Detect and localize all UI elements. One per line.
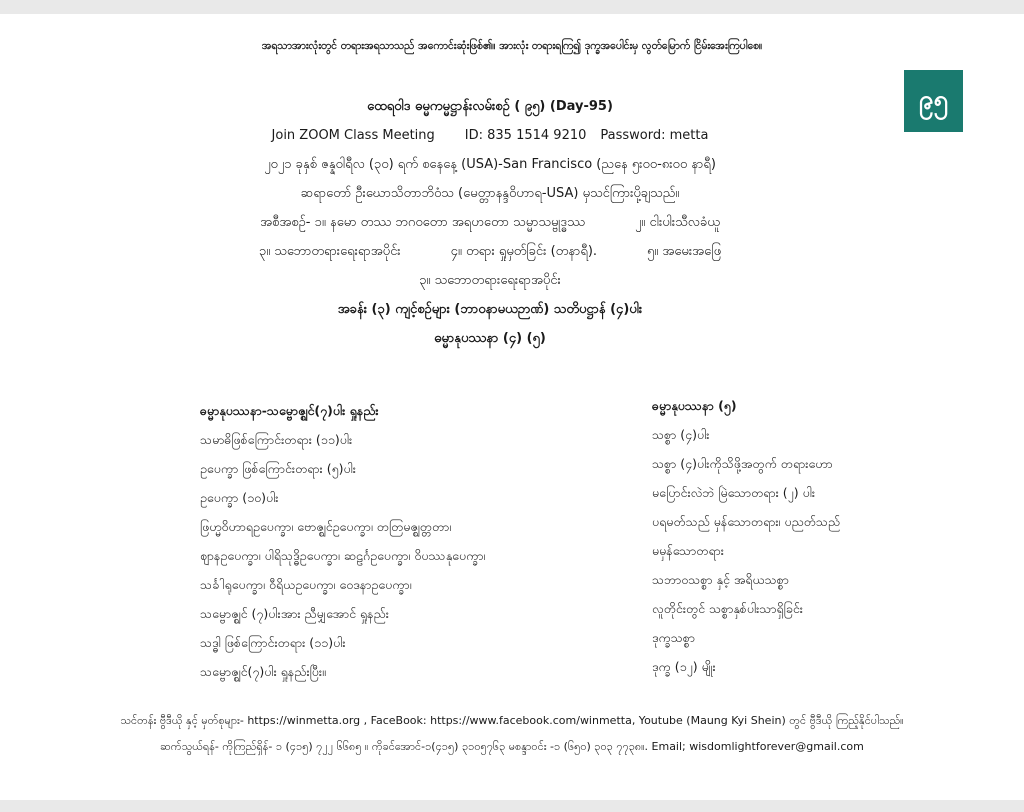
order-line bbox=[150, 208, 830, 237]
list-item: သမ္ဗောဇ္ဈင်(၇)ပါး ရှုနည်းပြီး။ bbox=[200, 664, 326, 679]
footer-links-line: သင်တန်း ဗွီဒီယို နှင့် မှတ်စုများ- https://winmetta.org , FaceBook: https://www.facebook.com/winmetta, Youtube (Maung Kyi Shein) တွင် ဗွီဒီယို ကြည့်နိုင်ပါသည်။ bbox=[120, 714, 904, 727]
list-item: သစ္စာ (၄)ပါးကိုသိဖို့အတွက် တရားဟော bbox=[652, 456, 833, 471]
top-frame-bar bbox=[0, 0, 1024, 14]
list-item: မပြောင်းလဲဘဲ မြဲသောတရား (၂) ပါး bbox=[652, 485, 816, 500]
list-item: ဈာနဥပေက္ခာ၊ ပါရိသုဒ္ဓိဥပေက္ခာ၊ ဆဠင်္ဂဥပေက္ခာ၊ ဝိပဿနုပေက္ခာ၊ bbox=[200, 548, 486, 563]
list-item: ဖြဟ္မဝိဟာရဥပေက္ခာ၊ ဗောဇ္ဈင်ဥပေက္ခာ၊ တတြမဇ္ဈတ္တတာ၊ bbox=[200, 519, 452, 534]
footer-contact-line: ဆက်သွယ်ရန်- ကိုကြည်ရှိန်- ၁ (၄၁၅) ၇၂၂ ၆၆၈၅ ။ ကိုခင်အောင်-၁(၄၁၅) ၃၁၀၅၇၆၃ မစန္ဒာဝင်း -၁ (၆၅၀) ၃၀၃ ၇၇၃၈။. Email; wisdomlightforever@gmail.com bbox=[160, 740, 864, 753]
list-item: သဒ္ဓါ ဖြစ်ကြောင်းတရား (၁၁)ပါး bbox=[200, 635, 346, 650]
zoom-line bbox=[150, 121, 830, 150]
list-item: မမှန်သောတရား bbox=[652, 543, 724, 558]
right-column-heading: ဓမ္မာနုပဿနာ (၅) bbox=[652, 398, 737, 413]
header-block bbox=[150, 92, 830, 353]
teacher-line: ဆရာတော် ဦးဃောသိတာဘိဝံသ (မေတ္တာနန္ဒဝိဟာရ-USA) မှသင်ကြားပို့ချသည်။ bbox=[300, 186, 680, 201]
list-item: ဥပေက္ခာ (၁၀)ပါး bbox=[200, 490, 279, 505]
zoom-id: ID: 835 1514 9210 bbox=[464, 128, 587, 143]
date-line: ၂၀၂၁ ခုနှစ် ဇန္နဝါရီလ (၃၀) ရက် စနေနေ့ (USA)-San Francisco (ညနေ ၅း၀၀-၈း၀၀ နာရီ) bbox=[264, 157, 716, 172]
footer bbox=[0, 708, 1024, 760]
list-item: သမာဓိဖြစ်ကြောင်းတရား (၁၁)ပါး bbox=[200, 432, 353, 447]
list-item: သဘာဝသစ္စာ နှင့် အရိယသစ္စာ bbox=[652, 572, 789, 587]
list-item: ပရမတ်သည် မှန်သောတရား၊ ပညတ်သည် bbox=[652, 514, 841, 529]
order-line-a: အစီအစဉ်- ၁။ နမော တဿ ဘဂဝတော အရဟတော သမ္မာသမ္ဗုဒ္ဓဿ bbox=[260, 215, 586, 230]
chapter-title: အခန်း (၃) ကျင့်စဉ်များ (ဘာဝနာမယဉာဏ်) သတိပဋ္ဌာန် (၄)ပါး bbox=[337, 302, 643, 317]
zoom-label: Join ZOOM Class Meeting bbox=[271, 128, 435, 143]
right-column bbox=[652, 391, 952, 681]
zoom-password: Password: metta bbox=[600, 128, 709, 143]
list-item: သစ္စာ (၄)ပါး bbox=[652, 427, 710, 442]
left-column bbox=[200, 396, 580, 686]
order-item: ၅။ အမေးအဖြေ bbox=[647, 244, 722, 259]
order-item: ၃။ သဘောတရားရေးရာအပိုင်း bbox=[258, 244, 401, 259]
left-column-heading: ဓမ္မာနုပဿနာ-သမ္ဗောဇ္ဈင်(၇)ပါး ရှုနည်း bbox=[200, 403, 379, 418]
section-line: ၃။ သဘောတရားရေးရာအပိုင်း bbox=[419, 273, 561, 288]
bottom-frame-bar bbox=[0, 800, 1024, 812]
list-item: သင်္ခါရုပေက္ခာ၊ ဝီရိယဥပေက္ခာ၊ ဝေဒနာဥပေက္ခာ၊ bbox=[200, 577, 412, 592]
list-item: ဒုက္ခ (၁၂) မျိုး bbox=[652, 659, 716, 674]
day-badge: ၉၅ bbox=[904, 70, 963, 132]
order-item: ၄။ တရား ရှုမှတ်ခြင်း (တနာရီ). bbox=[450, 244, 598, 259]
list-item: ဒုက္ခသစ္စာ bbox=[652, 630, 696, 645]
list-item: ဥပေက္ခာ ဖြစ်ကြောင်းတရား (၅)ပါး bbox=[200, 461, 356, 476]
top-note: အရသာအားလုံးတွင် တရားအရသာသည် အကောင်းဆုံးဖြစ်၏။ အားလုံး တရားရကြ၍ ဒုက္ခအပေါင်းမှ လွတ်မြောက် ငြိမ်းအေးကြပါစေ။ bbox=[261, 40, 763, 52]
list-item: သမ္ဗောဇ္ဈင် (၇)ပါးအား ညီမျှအောင် ရှုနည်း bbox=[200, 606, 389, 621]
order-line-b: ၂။ ငါးပါးသီလခံယူ bbox=[635, 215, 720, 230]
sub-title: ဓမ္မာနုပဿနာ (၄) (၅) bbox=[434, 331, 546, 346]
list-item: လူတိုင်းတွင် သစ္စာနှစ်ပါးသာရှိခြင်း bbox=[652, 601, 803, 616]
order-items-line bbox=[150, 237, 830, 266]
page-title: ထေရဝါဒ ဓမ္မကမ္မဋ္ဌာန်းလမ်းစဉ် ( ၉၅) (Day-95) bbox=[367, 99, 613, 114]
